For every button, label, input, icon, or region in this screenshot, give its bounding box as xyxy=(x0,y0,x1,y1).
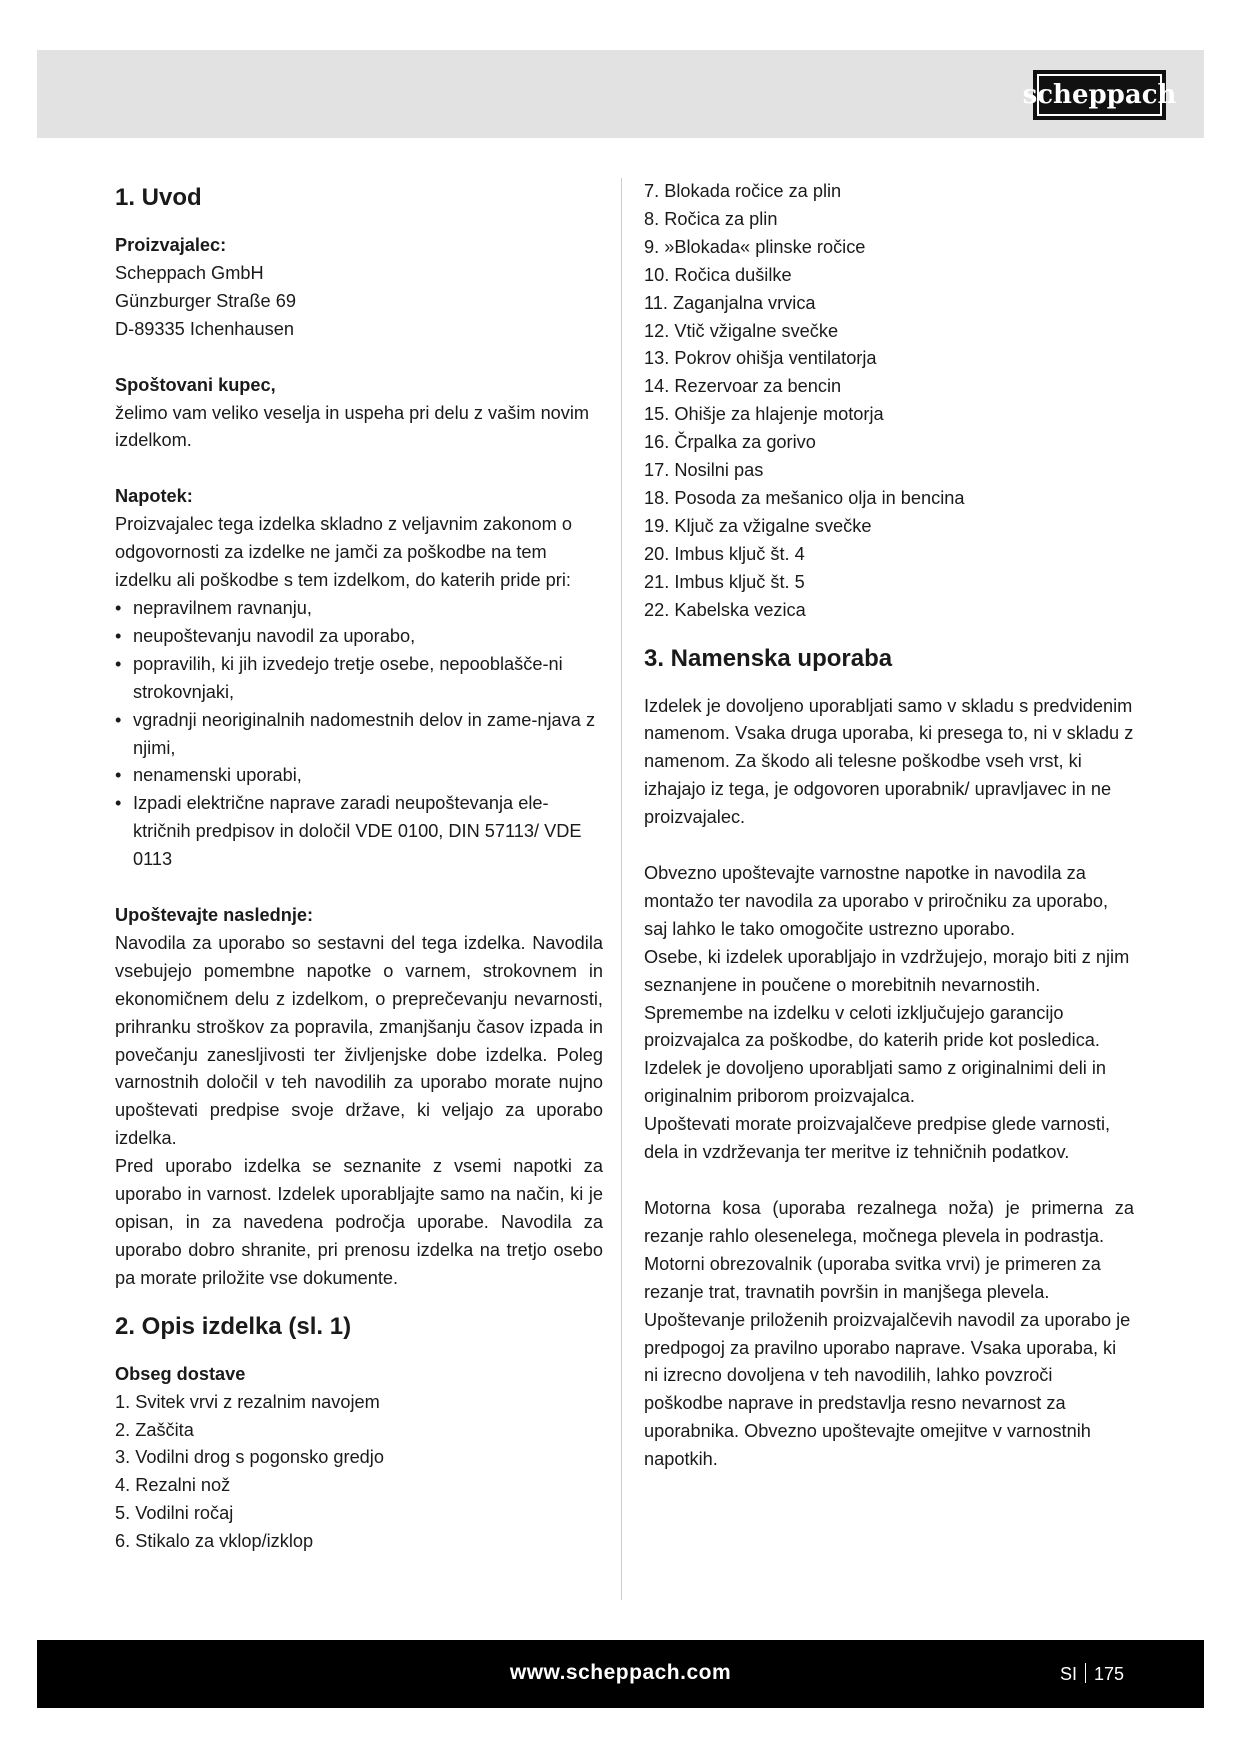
language-code: SI xyxy=(1059,1664,1077,1684)
usage-paragraph: Upoštevati morate proizvajalčeve predpise glede varnosti, dela in vzdrževanja ter meritve iz tehničnih podatkov. xyxy=(644,1114,1111,1163)
list-item: 19. Ključ za vžigalne svečke xyxy=(644,515,872,536)
list-item: 4. Rezalni nož xyxy=(115,1475,231,1496)
left-column xyxy=(115,178,603,1556)
list-item: • neupoštevanju navodil za uporabo, xyxy=(115,623,603,651)
note-label: Napotek: xyxy=(115,486,193,507)
usage-paragraph: Spremembe na izdelku v celoti izključujejo garancijo proizvajalca za poškodbe, do katerih pride kot posledica. xyxy=(644,1002,1100,1051)
observe-paragraph: Pred uporabo izdelka se seznanite z vsemi napotki za uporabo in varnost. Izdelek uporabljajte samo na način, ki je opisan, in za navedena področja uporabe. Navodila za uporabo dobro shranite, pri prenosu izdelka na tretjo osebo pa morate priložite vse dokumente. xyxy=(115,1156,603,1288)
list-item: 2. Zaščita xyxy=(115,1419,194,1440)
manufacturer-line: Scheppach GmbH xyxy=(115,262,264,283)
greeting-text: želimo vam veliko veselja in uspeha pri delu z vašim novim izdelkom. xyxy=(115,402,590,451)
list-item: 10. Ročica dušilke xyxy=(644,264,792,285)
page-indicator xyxy=(1060,1663,1124,1685)
note-bullet-list xyxy=(115,595,603,874)
page-separator xyxy=(1085,1663,1086,1683)
column-divider xyxy=(621,178,622,1600)
usage-paragraph: Obvezno upoštevajte varnostne napotke in navodila za montažo ter navodila za uporabo v priročniku za uporabo, saj lahko le tako omogočite ustrezno uporabo. xyxy=(644,863,1109,939)
list-item: 15. Ohišje za hlajenje motorja xyxy=(644,404,884,425)
list-item: 5. Vodilni ročaj xyxy=(115,1503,234,1524)
list-item: 9. »Blokada« plinske ročice xyxy=(644,236,866,257)
delivery-list xyxy=(115,1389,603,1556)
scope-label: Obseg dostave xyxy=(115,1363,246,1384)
usage-paragraph: Motorna kosa (uporaba rezalnega noža) je primerna za rezanje rahlo olesenelega, močnega plevela in podrastja. xyxy=(644,1198,1134,1246)
greeting-label: Spoštovani kupec, xyxy=(115,374,276,395)
usage-paragraph: Izdelek je dovoljeno uporabljati samo z originalnimi deli in originalnim priborom proizvajalca. xyxy=(644,1058,1107,1107)
list-item: 20. Imbus ključ št. 4 xyxy=(644,543,805,564)
list-item: 22. Kabelska vezica xyxy=(644,599,806,620)
list-item: • nepravilnem ravnanju, xyxy=(115,595,603,623)
list-item: 17. Nosilni pas xyxy=(644,460,764,481)
list-item: • Izpadi električne naprave zaradi neupoštevanja ele-ktričnih predpisov in določil VDE 0100, DIN 57113/ VDE 0113 xyxy=(115,790,603,874)
right-column xyxy=(644,178,1134,1474)
list-item: 3. Vodilni drog s pogonsko gredjo xyxy=(115,1447,384,1468)
section1-title: 1. Uvod xyxy=(115,184,202,211)
list-item: 11. Zaganjalna vrvica xyxy=(644,292,816,313)
observe-paragraph: Navodila za uporabo so sestavni del tega izdelka. Navodila vsebujejo pomembne napotke o varnem, strokovnem in ekonomičnem delu z izdelkom, o preprečevanju nevarnosti, prihranku stroškov za popravila, zmanjšanju časov izpada in povečanju zanesljivosti ter življenjske dobe izdelka. Poleg varnostnih določil v teh navodilih za uporabo morate nujno upoštevati predpise svoje države, ki veljajo za uporabo izdelka. xyxy=(115,932,603,1149)
logo-text: scheppach xyxy=(1022,80,1177,110)
list-item: 14. Rezervoar za bencin xyxy=(644,376,842,397)
list-item: 7. Blokada ročice za plin xyxy=(644,181,842,201)
manufacturer-label: Proizvajalec: xyxy=(115,235,227,255)
list-item: 18. Posoda za mešanico olja in bencina xyxy=(644,487,965,508)
note-text: Proizvajalec tega izdelka skladno z veljavnim zakonom o odgovornosti za izdelke ne jamči za poškodbe na tem izdelku ali poškodbe s tem izdelkom, do katerih pride pri: xyxy=(115,514,572,591)
list-item: • popravilih, ki jih izvedejo tretje osebe, nepooblašče-ni strokovnjaki, xyxy=(115,651,603,707)
scheppach-logo xyxy=(1022,70,1177,120)
footer-bar xyxy=(37,1640,1204,1708)
usage-paragraph: Osebe, ki izdelek uporabljajo in vzdržujejo, morajo biti z njim seznanjene in poučene o morebitnih nevarnostih. xyxy=(644,946,1130,995)
section2-title: 2. Opis izdelka (sl. 1) xyxy=(115,1312,352,1340)
list-item: 12. Vtič vžigalne svečke xyxy=(644,320,839,341)
observe-label: Upoštevajte naslednje: xyxy=(115,905,314,926)
list-item: • vgradnji neoriginalnih nadomestnih delov in zame-njava z njimi, xyxy=(115,707,603,763)
list-item: 13. Pokrov ohišja ventilatorja xyxy=(644,348,877,369)
list-item: 8. Ročica za plin xyxy=(644,208,778,229)
delivery-list-continued xyxy=(644,178,1134,625)
manufacturer-line: D-89335 Ichenhausen xyxy=(115,318,294,339)
footer-url-link[interactable]: www.scheppach.com xyxy=(509,1661,732,1684)
usage-paragraph: Motorni obrezovalnik (uporaba svitka vrvi) je primeren za rezanje trat, travnatih površin in manjšega plevela. xyxy=(644,1253,1101,1302)
manufacturer-line: Günzburger Straße 69 xyxy=(115,290,296,311)
list-item: 1. Svitek vrvi z rezalnim navojem xyxy=(115,1391,380,1412)
list-item: 6. Stikalo za vklop/izklop xyxy=(115,1531,314,1552)
usage-paragraph: Izdelek je dovoljeno uporabljati samo v skladu s predvidenim namenom. Vsaka druga uporaba, ki presega to, ni v skladu z namenom. Za škodo ali telesne poškodbe vseh vrst, ki izhajajo iz tega, je odgovoren uporabnik/ upravljavec in ne proizvajalec. xyxy=(644,695,1134,828)
list-item: 16. Črpalka za gorivo xyxy=(644,432,816,453)
section3-title: 3. Namenska uporaba xyxy=(644,644,893,672)
list-item: • nenamenski uporabi, xyxy=(115,762,603,790)
page-number: 175 xyxy=(1093,1664,1124,1684)
list-item: 21. Imbus ključ št. 5 xyxy=(644,571,805,592)
usage-paragraph: Upoštevanje priloženih proizvajalčevih navodil za uporabo je predpogoj za pravilno uporabo naprave. Vsaka uporaba, ki ni izrecno dovoljena v teh navodilih, lahko povzroči poškodbe naprave in predstavlja resno nevarnost za uporabnika. Obvezno upoštevajte omejitve v varnostnih napotkih. xyxy=(644,1309,1131,1470)
